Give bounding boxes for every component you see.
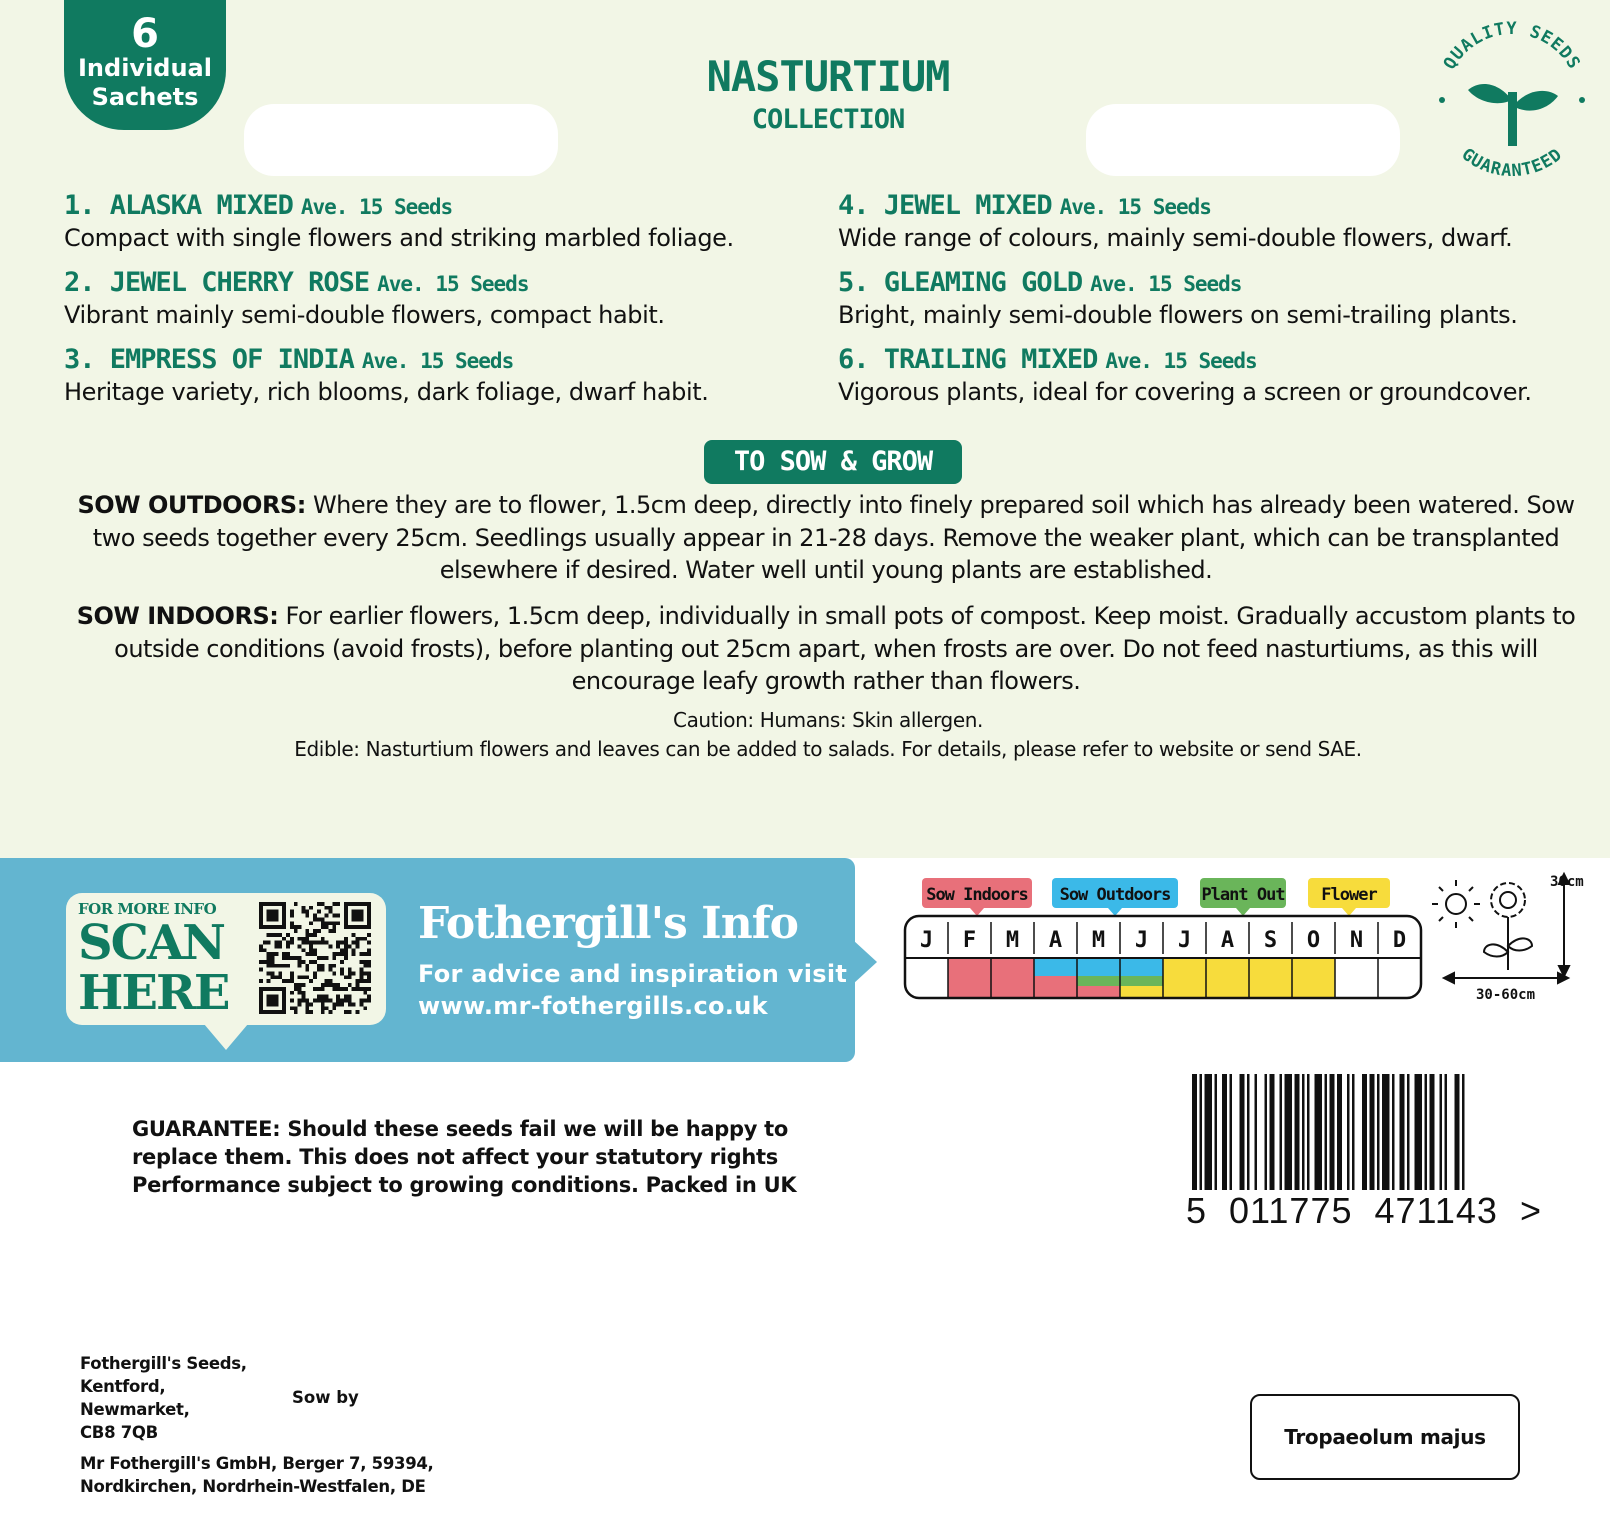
calendar-cell-sow-indoors — [1077, 986, 1120, 998]
svg-text:QUALITY SEEDS — [1440, 19, 1584, 73]
page-title: NASTURTIUM — [706, 52, 950, 101]
address-line: Newmarket, — [80, 1400, 190, 1419]
variety-description: Compact with single flowers and striking marbled foliage. — [64, 224, 734, 252]
month-label: S — [1263, 928, 1278, 953]
calendar-cell-sow-outdoors — [1077, 958, 1120, 976]
address-line: CB8 7QB — [80, 1423, 158, 1442]
scan-big-text-1: SCAN — [78, 915, 224, 971]
calendar-cell-flower — [1163, 958, 1206, 998]
legend-label: Sow Outdoors — [1059, 885, 1171, 905]
sow-indoors-paragraph — [56, 600, 1596, 698]
badge-line-1: Individual — [78, 54, 212, 82]
variety-name: 6. TRAILING MIXED — [838, 344, 1098, 375]
address-line: Nordkirchen, Nordrhein-Westfalen, DE — [80, 1477, 426, 1496]
month-label: A — [1048, 928, 1063, 953]
badge-line-2: Sachets — [91, 83, 199, 111]
calendar-cell-sow-outdoors — [1034, 958, 1077, 976]
month-label: N — [1349, 928, 1364, 953]
quality-seeds-stamp — [1428, 8, 1596, 176]
variety-1 — [64, 190, 824, 253]
seedling-icon — [1468, 84, 1558, 146]
calendar-cell-flower — [1206, 958, 1249, 998]
info-band-pointer — [853, 940, 877, 984]
variety-seed-count: Ave. 15 Seeds — [300, 195, 453, 219]
variety-4 — [838, 190, 1598, 253]
sun-icon — [1432, 880, 1480, 928]
address-line: Kentford, — [80, 1377, 166, 1396]
calendar-cell-sow-outdoors — [1120, 958, 1163, 976]
month-label: J — [1134, 928, 1149, 953]
legend-label: Plant Out — [1201, 885, 1285, 905]
sow-indoors-text: For earlier flowers, 1.5cm deep, individually in small pots of compost. Keep moist. Gradually accustom plants to outside conditions (avoid frosts), before planting out 25cm apart, when frosts are over. Do not feed nasturtiums, as this will encourage leafy growth rather than flowers. — [114, 602, 1576, 695]
month-label: D — [1392, 928, 1407, 953]
scan-small-text: FOR MORE INFO — [78, 900, 217, 918]
badge-number: 6 — [131, 11, 159, 57]
svg-text:GUARANTEED — [1457, 144, 1566, 176]
month-label: J — [1177, 928, 1192, 953]
variety-name: 1. ALASKA MIXED — [64, 190, 293, 221]
caution-note: Caution: Humans: Skin allergen. — [673, 708, 983, 732]
legend-item — [1308, 878, 1390, 916]
calendar-cell-sow-indoors — [1034, 976, 1077, 998]
website-link[interactable]: www.mr-fothergills.co.uk — [418, 992, 768, 1020]
variety-name: 3. EMPRESS OF INDIA — [64, 344, 354, 375]
calendar-cell-sow-indoors — [948, 958, 991, 998]
calendar-cell-flower — [1120, 986, 1163, 998]
sow-by-label: Sow by — [292, 1388, 359, 1407]
plant-size-graphic — [1426, 866, 1606, 1006]
calendar-cell-flower — [1249, 958, 1292, 998]
month-label: O — [1306, 928, 1321, 953]
variety-description: Wide range of colours, mainly semi-double flowers, dwarf. — [838, 224, 1513, 252]
variety-seed-count: Ave. 15 Seeds — [377, 272, 529, 296]
variety-name: 4. JEWEL MIXED — [838, 190, 1052, 221]
legend-item — [1200, 878, 1286, 916]
month-label: F — [962, 928, 977, 953]
edible-note: Edible: Nasturtium flowers and leaves can be added to salads. For details, please refer to website or send SAE. — [294, 737, 1362, 761]
scan-box-tail — [204, 1024, 248, 1050]
variety-seed-count: Ave. 15 Seeds — [1059, 195, 1211, 219]
variety-name: 2. JEWEL CHERRY ROSE — [64, 267, 370, 298]
company-address — [80, 1352, 247, 1444]
scan-callout — [78, 900, 238, 1021]
legend-label: Sow Indoors — [926, 885, 1028, 905]
variety-2 — [64, 267, 824, 330]
sow-outdoors-paragraph — [56, 489, 1596, 587]
month-label: M — [1091, 928, 1106, 953]
address-line: Fothergill's Seeds, — [80, 1354, 247, 1373]
legend-item — [1052, 878, 1178, 916]
sow-outdoors-label: SOW OUTDOORS: — [77, 491, 306, 519]
info-line-1: For advice and inspiration visit — [418, 960, 848, 988]
month-label: A — [1220, 928, 1235, 953]
fothergills-info-title: Fothergill's Info — [418, 898, 798, 949]
stamp-top-text: QUALITY SEEDS — [1439, 19, 1585, 74]
eu-address — [80, 1452, 434, 1498]
calendar-cell-plant-out — [1077, 976, 1120, 986]
address-line: Mr Fothergill's GmbH, Berger 7, 59394, — [80, 1454, 434, 1473]
legend-label: Flower — [1321, 885, 1377, 905]
scan-big-text-2: HERE — [78, 965, 229, 1021]
calendar-cell-plant-out — [1120, 976, 1163, 986]
variety-6 — [838, 344, 1598, 407]
month-label: J — [919, 928, 934, 953]
variety-description: Vibrant mainly semi-double flowers, compact habit. — [64, 301, 665, 329]
variety-3 — [64, 344, 824, 407]
sow-grow-heading: TO SOW & GROW — [704, 440, 962, 484]
plant-height-label: 30cm — [1550, 874, 1584, 890]
latin-name-box: Tropaeolum majus — [1250, 1394, 1520, 1480]
variety-description: Vigorous plants, ideal for covering a screen or groundcover. — [838, 378, 1532, 406]
guarantee-line-2: replace them. This does not affect your statutory rights — [132, 1145, 778, 1169]
barcode-number: 5 011775 471143 > — [1182, 1190, 1546, 1232]
calendar-cell-sow-indoors — [991, 958, 1034, 998]
variety-name: 5. GLEAMING GOLD — [838, 267, 1083, 298]
stamp-bottom-text: GUARANTEED — [1457, 144, 1567, 176]
guarantee-line-3: Performance subject to growing conditions. Packed in UK — [132, 1173, 797, 1197]
variety-seed-count: Ave. 15 Seeds — [1105, 349, 1257, 373]
variety-seed-count: Ave. 15 Seeds — [1090, 272, 1242, 296]
variety-description: Heritage variety, rich blooms, dark foliage, dwarf habit. — [64, 378, 709, 406]
plant-spread-label: 30-60cm — [1476, 987, 1536, 1003]
variety-5 — [838, 267, 1598, 330]
legend-item — [922, 878, 1032, 916]
month-label: M — [1005, 928, 1020, 953]
sow-indoors-label: SOW INDOORS: — [76, 602, 279, 630]
calendar-cell-flower — [1292, 958, 1335, 998]
sow-outdoors-text: Where they are to flower, 1.5cm deep, directly into finely prepared soil which has already been watered. Sow two seeds together every 25cm. Seedlings usually appear in 21-28 days. Remove the weaker plant, which can be transplanted elsewhere if desired. Water well until young plants are established. — [92, 491, 1575, 584]
variety-description: Bright, mainly semi-double flowers on semi-trailing plants. — [838, 301, 1518, 329]
qr-code[interactable] — [256, 902, 374, 1014]
flower-icon — [1484, 883, 1532, 970]
sowing-calendar — [900, 866, 1440, 1006]
variety-seed-count: Ave. 15 Seeds — [361, 349, 514, 373]
page-subtitle: COLLECTION — [751, 104, 905, 135]
guarantee-line-1: GUARANTEE: Should these seeds fail we will be happy to — [132, 1117, 789, 1141]
guarantee-text — [132, 1115, 832, 1199]
